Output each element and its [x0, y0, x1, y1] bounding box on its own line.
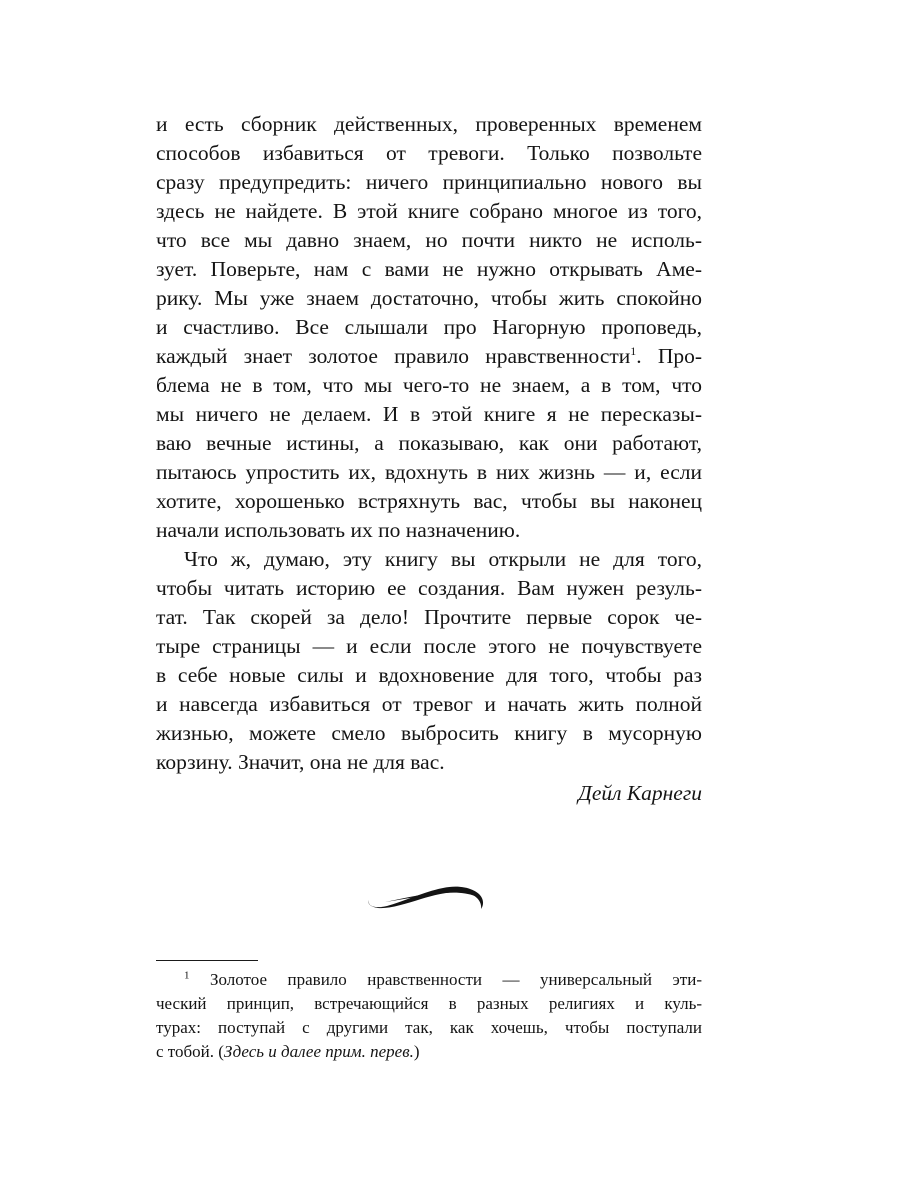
text-line: рику. Мы уже знаем достаточно, чтобы жить спокойно — [156, 286, 702, 310]
text-line: Что ж, думаю, эту книгу вы открыли не для того, — [184, 547, 702, 571]
text-line: жизнью, можете смело выбросить книгу в мусорную — [156, 721, 702, 745]
footnote-text: с тобой. ( — [156, 1042, 224, 1061]
text-line: корзину. Значит, она не для вас. — [156, 750, 445, 774]
author-signature: Дейл Карнеги — [578, 781, 702, 805]
text-segment: каждый знает золотое правило нравственности — [156, 344, 631, 368]
text-line: тат. Так скорей за дело! Прочтите первые сорок че- — [156, 605, 702, 629]
text-line: чтобы читать историю ее создания. Вам нужен резуль- — [156, 576, 702, 600]
text-segment: . Про- — [636, 344, 703, 368]
footnote-line — [156, 1040, 702, 1064]
text-line: в себе новые силы и вдохновение для того, чтобы раз — [156, 663, 702, 687]
text-line-with-footnote — [156, 342, 702, 371]
footnote-divider — [156, 960, 258, 961]
footnote-line: турах: поступай с другими так, как хочешь, чтобы поступали — [156, 1018, 702, 1037]
text-line: сразу предупредить: ничего принципиально нового вы — [156, 170, 702, 194]
paragraph-1 — [156, 110, 702, 545]
text-line: хотите, хорошенько встряхнуть вас, чтобы вы наконец — [156, 489, 702, 513]
paragraph-2 — [156, 545, 702, 777]
text-line: тыре страницы — и если после этого не почувствуете — [156, 634, 702, 658]
text-line: мы ничего не делаем. И в этой книге я не пересказы- — [156, 402, 702, 426]
footnote-number: 1 — [184, 969, 190, 982]
footnote-italic-note: Здесь и далее прим. перев. — [223, 1042, 414, 1061]
text-line: и есть сборник действенных, проверенных временем — [156, 112, 702, 136]
text-line: зует. Поверьте, нам с вами не нужно открывать Аме- — [156, 257, 702, 281]
footnote — [156, 968, 702, 1064]
footnote-text: Золотое правило нравственности — универсальный эти- — [189, 970, 702, 989]
text-line: здесь не найдете. В этой книге собрано многое из того, — [156, 199, 702, 223]
footnote-text: ) — [413, 1042, 420, 1061]
text-line: что все мы давно знаем, но почти никто не исполь- — [156, 228, 702, 252]
flourish-ornament-icon — [365, 880, 487, 914]
text-line: способов избавиться от тревоги. Только позвольте — [156, 141, 702, 165]
text-line: и счастливо. Все слышали про Нагорную проповедь, — [156, 315, 702, 339]
footnote-reference[interactable]: 1 — [630, 343, 637, 358]
text-line: блема не в том, что мы чего-то не знаем, а в том, что — [156, 373, 702, 397]
text-line: ваю вечные истины, а показываю, как они работают, — [156, 431, 702, 455]
footnote-line — [156, 968, 702, 992]
text-line: начали использовать их по назначению. — [156, 518, 521, 542]
text-line: пытаюсь упростить их, вдохнуть в них жизнь — и, если — [156, 460, 702, 484]
footnote-line: ческий принцип, встречающийся в разных религиях и куль- — [156, 994, 702, 1013]
main-text — [156, 110, 702, 808]
text-line: и навсегда избавиться от тревог и начать жить полной — [156, 692, 702, 716]
